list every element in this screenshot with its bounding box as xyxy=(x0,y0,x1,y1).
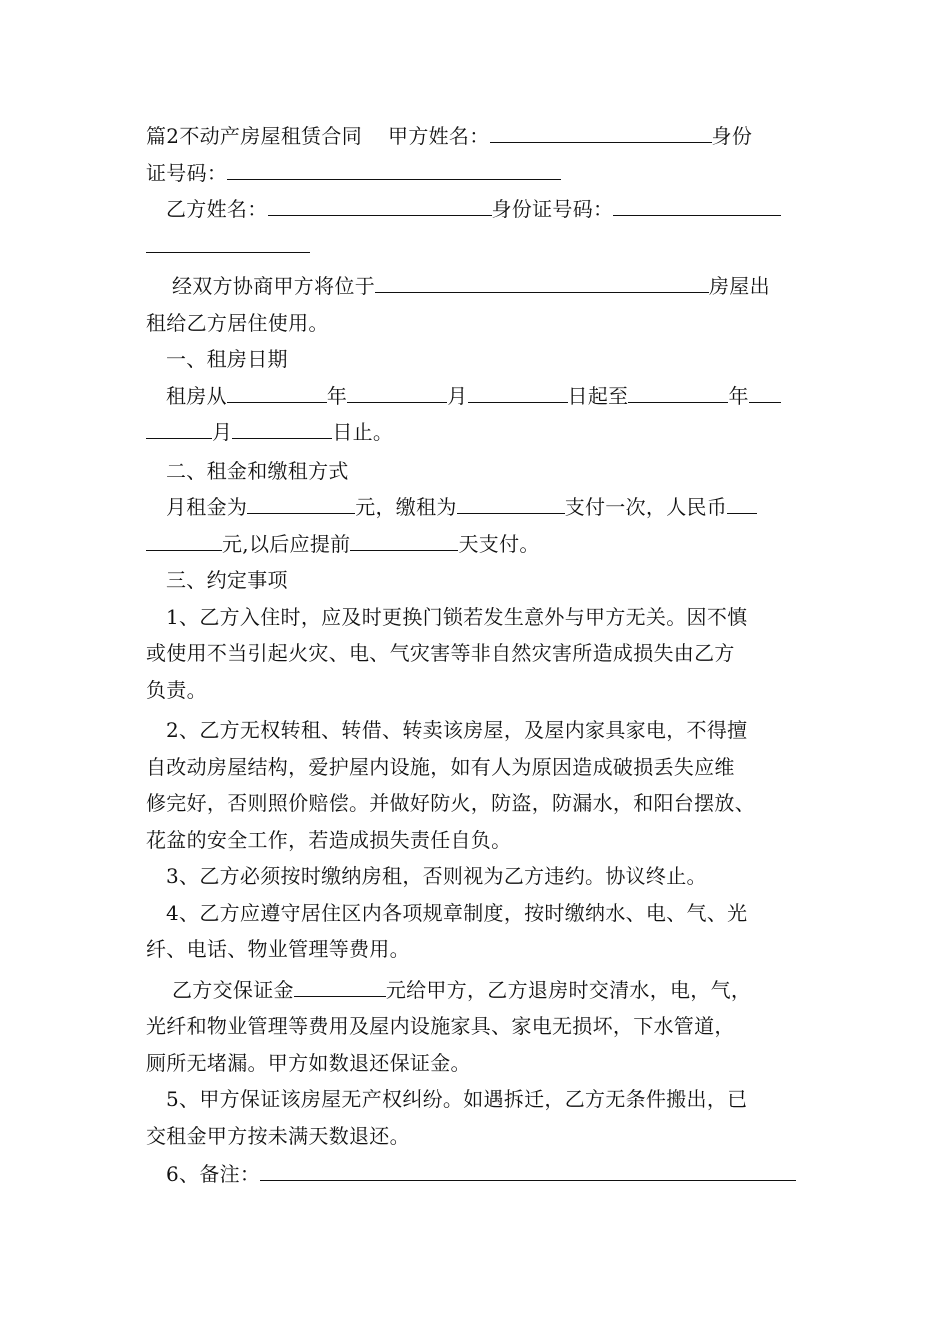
clause-2-text-2: 自改动房屋结构，爱护屋内设施，如有人为原因造成破损丢失应维 xyxy=(146,754,735,779)
clause-1-line-3 xyxy=(146,672,818,709)
clause-1-line-1 xyxy=(146,599,818,636)
rent-period-line xyxy=(146,378,818,415)
party-a-name-blank[interactable] xyxy=(490,122,712,143)
clause-4-line-1 xyxy=(146,895,818,932)
clause-2-text-1: 2、乙方无权转租、转借、转卖该房屋，及屋内家具家电，不得擅 xyxy=(166,718,748,742)
monthly-rent-blank[interactable] xyxy=(247,493,355,514)
rmb-blank[interactable] xyxy=(727,493,757,514)
deposit-line-3 xyxy=(146,1045,818,1082)
section-1-heading xyxy=(146,341,818,378)
clause-4-text-2: 纤、电话、物业管理等费用。 xyxy=(146,937,410,961)
party-b-name-label: 乙方姓名： xyxy=(166,197,268,221)
rent-from-label: 租房从 xyxy=(166,383,227,408)
clause-1-text-1: 1、乙方入住时，应及时更换门锁若发生意外与甲方无关。因不慎 xyxy=(166,604,748,629)
month-label-1: 月 xyxy=(447,383,468,408)
id-label-end: 证号码： xyxy=(146,160,228,185)
clause-5-line-1 xyxy=(146,1081,818,1118)
doc-title-line xyxy=(146,118,818,155)
deposit-line-1 xyxy=(146,972,818,1009)
party-b-line xyxy=(146,191,818,228)
start-year-blank[interactable] xyxy=(227,382,327,403)
rmb-label: 支付一次，人民币 xyxy=(564,495,728,519)
party-a-name-label: 甲方姓名： xyxy=(388,124,490,148)
payment-period-blank[interactable] xyxy=(457,493,565,514)
end-month-blank-cont[interactable] xyxy=(146,418,212,439)
start-month-blank[interactable] xyxy=(347,382,447,403)
party-a-id-blank[interactable] xyxy=(227,159,561,180)
location-suffix: 房屋出 xyxy=(709,274,770,298)
clause-4-line-2 xyxy=(146,931,818,968)
deposit-text-3: 厕所无堵漏。甲方如数退还保证金。 xyxy=(146,1050,471,1075)
deposit-text: 元给甲方，乙方退房时交清水，电，气， xyxy=(385,977,752,1002)
remarks-label: 6、备注： xyxy=(166,1162,261,1186)
clause-2-text-4: 花盆的安全工作，若造成损失责任自负。 xyxy=(146,827,512,852)
advance-label: 元,以后应提前 xyxy=(222,531,351,556)
location-label: 经双方协商甲方将位于 xyxy=(172,274,375,298)
deposit-label: 乙方交保证金 xyxy=(172,977,294,1002)
location-line xyxy=(146,268,818,305)
monthly-rent-label: 月租金为 xyxy=(166,495,248,519)
section-3-heading xyxy=(146,562,818,599)
location-cont-text: 租给乙方居住使用。 xyxy=(146,310,329,335)
clause-5-line-2 xyxy=(146,1118,818,1155)
rent-amount-cont-line xyxy=(146,526,818,563)
end-year-blank[interactable] xyxy=(628,382,728,403)
clause-1-line-2 xyxy=(146,635,818,672)
clause-2-line-3 xyxy=(146,785,818,822)
clause-2-line-2 xyxy=(146,749,818,786)
deposit-text-2: 光纤和物业管理等费用及屋内设施家具、家电无损坏，下水管道， xyxy=(146,1014,735,1038)
party-b-name-blank[interactable] xyxy=(268,195,492,216)
clause-3-line xyxy=(146,858,818,895)
party-b-id-blank[interactable] xyxy=(613,195,781,216)
section-1-title: 一、租房日期 xyxy=(166,347,288,371)
payment-label: 元，缴租为 xyxy=(355,495,457,519)
rent-amount-line xyxy=(146,489,818,526)
month-label-2: 月 xyxy=(212,420,233,444)
remarks-blank[interactable] xyxy=(260,1160,796,1181)
contract-page xyxy=(146,118,818,1193)
clause-5-text-2: 交租金甲方按未满天数退还。 xyxy=(146,1123,410,1148)
clause-2-text-3: 修完好，否则照价赔偿。并做好防火，防盗，防漏水，和阳台摆放、 xyxy=(146,791,755,815)
location-blank[interactable] xyxy=(375,272,709,293)
party-b-id-cont-line xyxy=(146,228,818,265)
day-to-label: 日起至 xyxy=(567,383,629,408)
day-end-label: 日止。 xyxy=(332,420,394,444)
party-b-id-label: 身份证号码： xyxy=(491,197,614,221)
rmb-blank-cont[interactable] xyxy=(146,530,222,551)
clause-1-text-3: 负责。 xyxy=(146,677,207,702)
clause-5-text-1: 5、甲方保证该房屋无产权纠纷。如遇拆迁，乙方无条件搬出，已 xyxy=(166,1087,748,1111)
deposit-line-2 xyxy=(146,1008,818,1045)
advance-days-blank[interactable] xyxy=(350,530,458,551)
rent-period-cont-line xyxy=(146,414,818,451)
year-label-1: 年 xyxy=(326,383,348,408)
year-label-2: 年 xyxy=(728,383,749,408)
start-day-blank[interactable] xyxy=(468,382,568,403)
section-2-heading xyxy=(146,453,818,490)
doc-title: 篇2不动产房屋租赁合同 xyxy=(146,124,363,148)
clause-1-text-2: 或使用不当引起火灾、电、气灾害等非自然灾害所造成损失由乙方 xyxy=(146,641,735,665)
remarks-line xyxy=(146,1156,818,1193)
deposit-blank[interactable] xyxy=(294,976,386,997)
end-month-blank[interactable] xyxy=(749,382,781,403)
end-day-blank[interactable] xyxy=(232,418,332,439)
clause-3-text: 3、乙方必须按时缴纳房租，否则视为乙方违约。协议终止。 xyxy=(166,864,707,888)
party-b-id-blank-cont[interactable] xyxy=(146,232,310,253)
clause-2-line-4 xyxy=(146,822,818,859)
days-pay-label: 天支付。 xyxy=(458,531,540,556)
section-3-title: 三、约定事项 xyxy=(166,568,288,592)
location-cont-line xyxy=(146,305,818,342)
clause-4-text-1: 4、乙方应遵守居住区内各项规章制度，按时缴纳水、电、气、光 xyxy=(166,900,748,925)
id-label-start: 身份 xyxy=(711,124,753,148)
party-a-id-line xyxy=(146,155,818,192)
section-2-title: 二、租金和缴租方式 xyxy=(166,458,349,483)
clause-2-line-1 xyxy=(146,712,818,749)
